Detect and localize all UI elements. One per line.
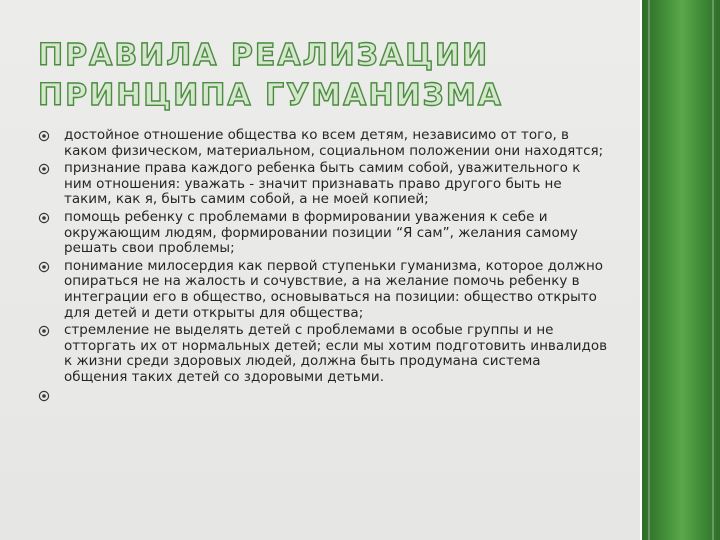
list-item-text: стремление не выделять детей с проблемами в особые группы и не отторгать их от нормальных детей; если мы хотим подготовить инвалидов к жизни среди здоровых людей, должна быть продумана система общения таких детей со здоровыми детьми. (64, 322, 608, 385)
bullet-list (38, 128, 608, 406)
list-item (38, 259, 608, 321)
list-item-text: помощь ребенку с проблемами в формировании уважения к себе и окружающим людям, формировании позиции “Я сам”, желания самому решать свои проблемы; (64, 208, 578, 257)
list-item-text: признание права каждого ребенка быть самим собой, уважительного к ним отношения: уважать - значит признавать право другого быть не таким, как я, быть самим собой, а не моей копией; (64, 160, 581, 208)
circled-dot-bullet-icon (38, 163, 50, 175)
list-item (38, 323, 608, 385)
list-item-empty (38, 388, 608, 404)
circled-dot-bullet-icon (38, 261, 50, 273)
title-line-1: ПРАВИЛА РЕАЛИЗАЦИИ (38, 38, 490, 73)
list-item (38, 128, 608, 159)
circled-dot-bullet-icon (38, 130, 50, 142)
list-item (38, 161, 608, 208)
circled-dot-bullet-icon (38, 390, 50, 402)
list-item (38, 210, 608, 257)
decorative-green-band (640, 0, 720, 540)
slide-title (38, 36, 618, 116)
circled-dot-bullet-icon (38, 325, 50, 337)
list-item-text: понимание милосердия как первой ступеньки гуманизма, которое должно опираться не на жалость и сочувствие, а на желание помочь ребенку в интеграции его в общество, основываться на позиции: общество открыто для детей и дети открыты для общества; (64, 257, 604, 321)
band-stripe (648, 0, 650, 540)
circled-dot-bullet-icon (38, 212, 50, 224)
band-stripe (712, 0, 714, 540)
list-item-text: достойное отношение общества ко всем детям, независимо от того, в каком физическом, материальном, социальном положении они находятся; (64, 127, 604, 159)
title-line-2: ПРИНЦИПА ГУМАНИЗМА (38, 78, 503, 113)
